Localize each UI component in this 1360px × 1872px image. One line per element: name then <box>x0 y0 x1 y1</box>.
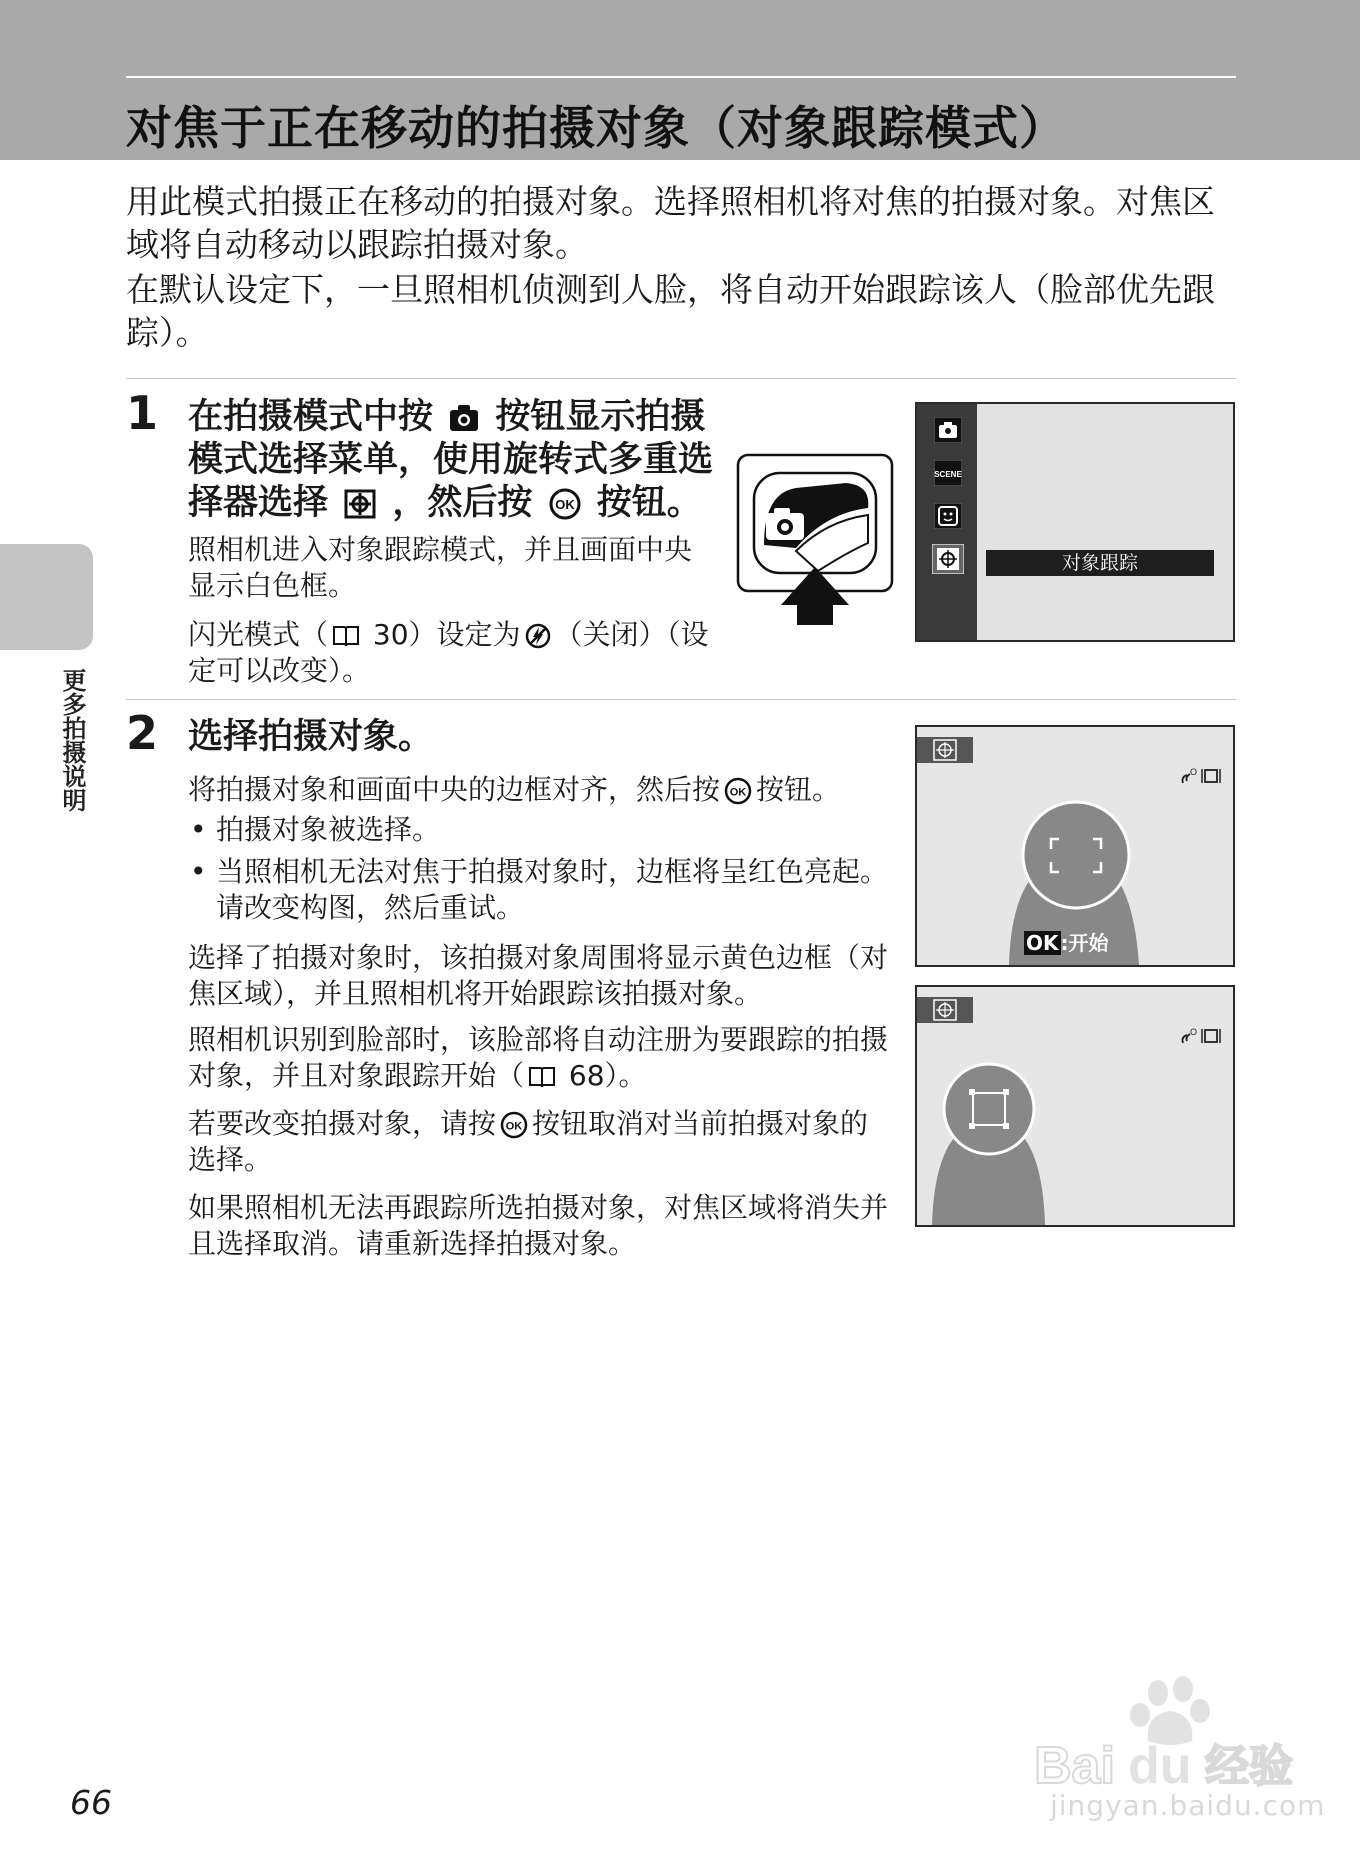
scene-mode-icon <box>934 460 962 486</box>
side-section-label: 更多拍摄说明 <box>58 668 86 812</box>
svg-text:O: O <box>1190 1027 1198 1037</box>
svg-text:经验: 经验 <box>1205 1741 1293 1792</box>
step-2-desc-2: 选择了拍摄对象时，该拍摄对象周围将显示黄色边框（对焦区域），并且照相机将开始跟踪该拍摄对象。 <box>188 941 889 1010</box>
step-2-desc-5: 如果照相机无法再跟踪所选拍摄对象，对焦区域将消失并且选择取消。请重新选择拍摄对象。 <box>188 1191 889 1260</box>
watermark-url: jingyan.baidu.com <box>1050 1789 1326 1822</box>
flash-off-icon <box>525 623 551 649</box>
step-2-desc-3: 照相机识别到脸部时，该脸部将自动注册为要跟踪的拍摄对象，并且对象跟踪开始（ 68）。 <box>188 1023 889 1092</box>
svg-text:SCENE: SCENE <box>934 470 962 479</box>
page-title: 对焦于正在移动的拍摄对象（对象跟踪模式） <box>126 101 1066 155</box>
camera-icon <box>449 404 479 432</box>
smart-portrait-icon <box>934 503 962 529</box>
ok-button-icon <box>500 1111 528 1139</box>
select-subject-screen <box>915 725 1235 967</box>
intro-paragraph-2: 在默认设定下，一旦照相机侦测到人脸，将自动开始跟踪该人（脸部优先跟踪）。 <box>126 270 1215 352</box>
step-1-desc-2: 闪光模式（ 30）设定为 （关闭）（设定可以改变）。 <box>188 618 709 687</box>
svg-text:O: O <box>1190 767 1198 777</box>
divider <box>126 378 1236 379</box>
svg-text:OK: OK <box>729 786 747 799</box>
tracked-subject-silhouette <box>917 987 1233 1225</box>
auto-mode-icon <box>934 417 962 443</box>
tracking-screen <box>915 985 1235 1227</box>
step-1-number: 1 <box>126 386 159 440</box>
selected-menu-item: 对象跟踪 <box>986 550 1214 576</box>
page-number: 66 <box>70 1783 112 1822</box>
ok-button-icon <box>549 488 581 520</box>
baidu-watermark <box>1020 1675 1326 1835</box>
step-1-desc-1: 照相机进入对象跟踪模式，并且画面中央显示白色框。 <box>188 533 693 602</box>
svg-text:du: du <box>1128 1737 1192 1795</box>
step-2-bullet-2: • 当照相机无法对焦于拍摄对象时，边框将呈红色亮起。请改变构图，然后重试。 <box>188 854 888 926</box>
book-reference-icon <box>528 1065 556 1089</box>
step-2-desc-4: 若要改变拍摄对象，请按 OK 按钮取消对当前拍摄对象的选择。 <box>188 1107 869 1176</box>
svg-text:OK: OK <box>505 1120 523 1133</box>
ok-button-icon <box>724 777 752 805</box>
header-rule <box>126 76 1236 78</box>
step-2-desc-1: 将拍摄对象和画面中央的边框对齐，然后按 OK 按钮。 <box>188 773 841 806</box>
mode-menu-screen <box>915 402 1235 642</box>
step-1-title: 在拍摄模式中按 按钮显示拍摄模式选择菜单，使用旋转式多重选择器选择 ，然后按 OK 按钮。 <box>188 397 714 523</box>
intro-paragraph-1: 用此模式拍摄正在移动的拍摄对象。选择照相机将对焦的拍摄对象。对焦区域将自动移动以跟踪拍摄对象。 <box>126 182 1215 264</box>
subject-tracking-menu-icon <box>932 544 964 574</box>
svg-text:OK: OK <box>554 497 575 512</box>
svg-text:Bai: Bai <box>1034 1737 1115 1795</box>
divider <box>126 699 1236 700</box>
page-header <box>0 0 1360 160</box>
subject-tracking-icon <box>344 489 376 519</box>
book-reference-icon <box>332 624 360 648</box>
start-caption: OK :开始 <box>1026 931 1109 955</box>
step-2-number: 2 <box>126 706 159 760</box>
step-2-title: 选择拍摄对象。 <box>188 717 434 757</box>
step-2-bullet-1: • 拍摄对象被选择。 <box>188 812 866 848</box>
shooting-mode-button-illustration <box>736 453 894 593</box>
side-tab <box>0 544 93 650</box>
